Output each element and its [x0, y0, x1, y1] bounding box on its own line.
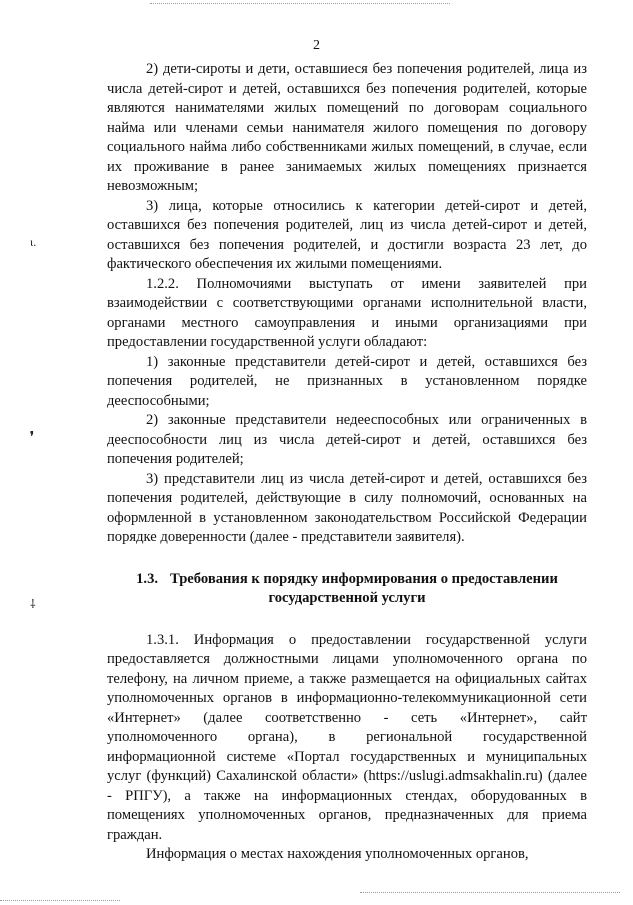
scan-mark: ❜	[30, 429, 34, 443]
paragraph: 1.3.1. Информация о предоставлении государственной услуги предоставляется должностными лицами уполномоченного органа по телефону, на личном приеме, а также размещается на официальных сайтах уполномоченных органов в информационно-телекоммуникационной сети «Интернет» (далее соответственно - сеть «Интернет», сайт уполномоченного органа), в региональной государственной информационной системе «Портал государственных и муниципальных услуг (функций) Сахалинской области» (https://uslugi.admsakhalin.ru) (далее - РПГУ), а также на информационных стендах, оборудованных в помещениях уполномоченных органов, предназначенных для приема граждан.	[107, 631, 587, 843]
paragraph: 1) законные представители детей-сирот и детей, оставшихся без попечения родителей, не признанных в установленном порядке дееспособными;	[107, 353, 587, 409]
section-number: 1.3.	[136, 570, 159, 587]
section-title-line-1: Требования к порядку информирования о предоставлении	[170, 570, 558, 587]
paragraph: 2) законные представители недееспособных или ограниченных в дееспособности лиц из числа детей-сирот и детей, оставшихся без попечения родителей;	[107, 412, 587, 467]
paragraph: 3) представители лиц из числа детей-сирот и детей, оставшихся без попечения родителей, действующие в силу полномочий, основанных на оформленной в установленном законодательством Российской Федерации порядке доверенности (далее - представители заявителя).	[107, 470, 587, 545]
scan-artifact-bottom-left	[0, 900, 120, 901]
page-number: 2	[313, 38, 320, 53]
paragraph: 2) дети-сироты и дети, оставшиеся без попечения родителей, лица из числа детей-сирот и детей, оставшихся без попечения родителей, которые являются нанимателями жилых помещений по договорам социального найма или членами семьи нанимателя жилого помещения по договору социального найма либо собственниками жилых помещений, в случае, если их проживание в ранее занимаемых жилых помещениях признается невозможным;	[107, 61, 587, 194]
section-heading	[107, 570, 587, 609]
paragraph: 3) лица, которые относились к категории детей-сирот и детей, оставшихся без попечения родителей, лиц из числа детей-сирот и детей, оставшихся без попечения родителей, и достигли возраста 23 лет, до фактического обеспечения их жилыми помещениями.	[107, 197, 587, 272]
scan-artifact-top	[150, 3, 450, 4]
scan-artifact-bottom	[360, 892, 620, 893]
scan-mark: ι.	[30, 235, 37, 249]
section-title-line-2: государственной услуги	[268, 590, 426, 606]
paragraph: 1.2.2. Полномочиями выступать от имени заявителей при взаимодействии с соответствующими органами исполнительной власти, органами местного самоуправления и иными организациями при предоставлении государственной услуги обладают:	[107, 275, 587, 350]
paragraph: Информация о местах нахождения уполномоченных органов,	[146, 846, 529, 862]
scan-mark: ⸸	[30, 597, 36, 611]
document-body	[107, 60, 587, 865]
